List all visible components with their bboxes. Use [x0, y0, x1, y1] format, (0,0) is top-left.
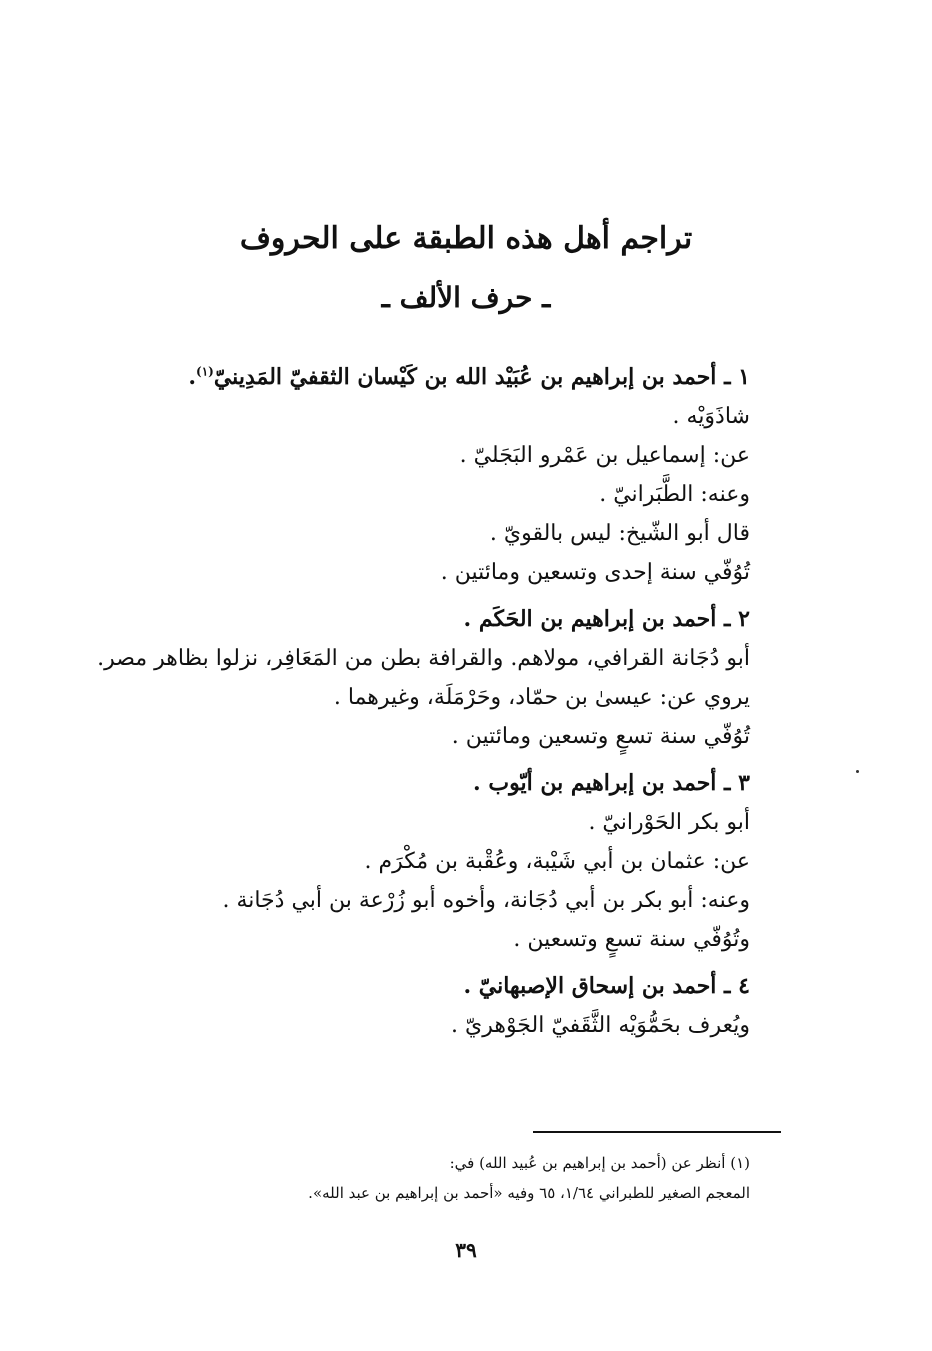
entry-line: عن: عثمان بن أبي شَيْبة، وعُقْبة بن مُكْرَم . — [364, 849, 750, 874]
entry-line: شاذَوَيْه . — [672, 404, 750, 429]
entry-line: أبو بكر الحَوْرانيّ . — [588, 810, 750, 835]
page-title: تراجم أهل هذه الطبقة على الحروف — [239, 221, 693, 256]
entry-heading: ٣ ـ أحمد بن إبراهيم بن أيّوب . — [473, 770, 750, 796]
entry-line: يروي عن: عيسىٰ بن حمّاد، وحَرْمَلَة، وغيرهما . — [333, 685, 750, 710]
entry-heading-end: . — [188, 364, 197, 390]
footnotes — [130, 1148, 750, 1208]
footnote-divider — [533, 1131, 781, 1133]
footnote-marker[interactable]: (١) — [196, 364, 214, 379]
entry-line: أبو دُجَانة القرافي، مولاهم. والقرافة بطن من المَعَافِر، نزلوا بظاهر مصر. — [97, 646, 750, 671]
entry-heading-text: ١ ـ أحمد بن إبراهيم بن عُبَيْد الله بن كَيْسان الثقفيّ المَدِينيّ — [213, 364, 750, 390]
page-number: ٣٩ — [455, 1238, 477, 1262]
entry-line: تُوُفّي سنة إحدى وتسعين ومائتين . — [440, 560, 750, 585]
scan-speck — [856, 770, 859, 773]
footnote-line: المعجم الصغير للطبراني ١/٦٤، ٦٥ وفيه «أحمد بن إبراهيم بن عبد الله». — [308, 1184, 750, 1202]
entry-line: وعنه: أبو بكر بن أبي دُجَانة، وأخوه أبو زُرْعة بن أبي دُجَانة . — [222, 888, 750, 913]
entry-line: وتُوُفّي سنة تسعٍ وتسعين . — [513, 927, 750, 952]
entry-line: عن: إسماعيل بن عَمْرو البَجَليّ . — [459, 443, 750, 468]
footnote-line: (١) أنظر عن (أحمد بن إبراهيم بن عُبيد الله) في: — [449, 1154, 750, 1172]
main-text — [50, 358, 750, 1045]
entry-line: تُوُفّي سنة تسعٍ وتسعين ومائتين . — [451, 724, 750, 749]
section-subtitle: ـ حرف الألف ـ — [381, 281, 551, 314]
entry-heading — [50, 358, 750, 397]
entry-heading: ٤ ـ أحمد بن إسحاق الإصبهانيّ . — [463, 973, 750, 999]
entry-heading: ٢ ـ أحمد بن إبراهيم بن الحَكَم . — [463, 606, 750, 632]
entry-line: قال أبو الشّيخ: ليس بالقويّ . — [489, 521, 750, 546]
entry-line: ويُعرف بحَمُّوَيْه الثَّقَفيّ الجَوْهريّ . — [451, 1013, 750, 1038]
entry-line: وعنه: الطَّبَرانيّ . — [599, 482, 750, 507]
